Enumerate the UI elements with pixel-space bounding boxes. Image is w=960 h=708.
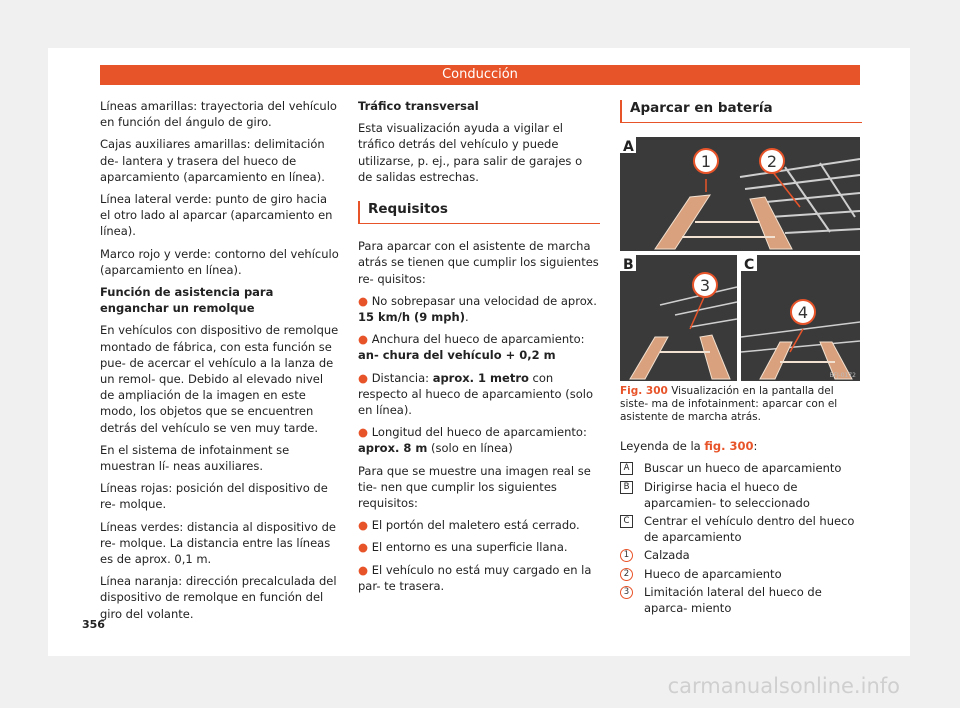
- chapter-header: Conducción: [100, 65, 860, 85]
- bullet-icon: ●: [358, 518, 369, 533]
- bullet-icon: ●: [358, 370, 369, 385]
- paragraph: Marco rojo y verde: contorno del vehículo (aparcamiento en línea).: [100, 246, 339, 277]
- figure-code: BFJ-0172: [829, 372, 856, 380]
- watermark: carmanualsonline.info: [667, 674, 900, 698]
- legend-item: 1 Calzada: [620, 547, 862, 563]
- paragraph: En vehículos con dispositivo de remolque montado de fábrica, con esta función se pue- de acercar el vehículo a la lanza de un remol- que. Debido al elevado nivel de ampliación de la imagen en este modo, los objetos que se encuentren detrás del vehículo se ven muy tarde.: [100, 323, 339, 435]
- paragraph: Para que se muestre una imagen real se tie- nen que cumplir los siguientes requisitos:: [358, 463, 591, 511]
- legend-key: 3: [620, 586, 633, 599]
- paragraph: Línea lateral verde: punto de giro hacia el otro lado al aparcar (aparcamiento en línea).: [100, 192, 333, 239]
- bullet-icon: ●: [358, 332, 369, 347]
- legend-key: B: [620, 481, 633, 494]
- legend-item: 3 Limitación lateral del hueco de aparca- miento: [620, 584, 862, 616]
- bullet-icon: ●: [358, 562, 369, 577]
- paragraph: Líneas rojas: posición del dispositivo de re- molque.: [100, 481, 328, 512]
- section-heading: Requisitos: [358, 201, 600, 224]
- legend-item: B Dirigirse hacia el hueco de aparcamien- to seleccionado: [620, 479, 862, 511]
- bullet-item: ● No sobrepasar una velocidad de aprox. 15 km/h (9 mph).: [358, 293, 597, 325]
- paragraph: En el sistema de infotainment se muestran lí- neas auxiliares.: [100, 442, 290, 474]
- column-middle: [358, 98, 600, 600]
- page-number: 356: [82, 618, 105, 631]
- parking-camera-illustration: [620, 137, 860, 381]
- callout-4-label: 4: [797, 303, 809, 323]
- paragraph: Cajas auxiliares amarillas: delimitación de- lantera y trasera del hueco de aparcamiento (aparcamiento en línea).: [100, 137, 325, 184]
- figure-parking-screens: [620, 137, 860, 381]
- bullet-icon: ●: [358, 293, 369, 308]
- bullet-icon: ●: [358, 425, 369, 440]
- paragraph: Líneas amarillas: trayectoria del vehículo en función del ángulo de giro.: [100, 99, 337, 130]
- legend-key: 1: [620, 549, 633, 562]
- legend-key: 2: [620, 568, 633, 581]
- column-right: [620, 98, 862, 618]
- paragraph: Línea naranja: dirección precalculada del dispositivo de remolque en función del giro del volante.: [100, 574, 337, 621]
- legend-key: C: [620, 515, 633, 528]
- paragraph: Esta visualización ayuda a vigilar el tráfico detrás del vehículo y puede utilizarse, p. ej., para salir de garajes o de salidas estrechas.: [358, 121, 583, 184]
- column-left: [100, 98, 340, 628]
- legend-title: Leyenda de la fig. 300:: [620, 439, 758, 454]
- panel-c-label: C: [744, 257, 755, 274]
- bullet-item: ● El entorno es una superficie llana.: [358, 540, 568, 555]
- callout-2-label: 2: [766, 152, 778, 172]
- bullet-item: ● El portón del maletero está cerrado.: [358, 518, 580, 533]
- figure-caption: Fig. 300 Visualización en la pantalla del siste- ma de infotainment: aparcar con el asistente de marcha atrás.: [620, 385, 838, 424]
- bullet-item: ● Anchura del hueco de aparcamiento: an- chura del vehículo + 0,2 m: [358, 332, 585, 363]
- legend-item: C Centrar el vehículo dentro del hueco de aparcamiento: [620, 513, 862, 545]
- section-heading: Aparcar en batería: [620, 100, 862, 123]
- panel-b-label: B: [623, 257, 634, 274]
- paragraph: Líneas verdes: distancia al dispositivo de re- molque. La distancia entre las líneas es de aprox. 0,1 m.: [100, 519, 336, 567]
- legend-key: A: [620, 462, 633, 475]
- bullet-item: ● El vehículo no está muy cargado en la par- te trasera.: [358, 562, 592, 593]
- bullet-item: ● Distancia: aprox. 1 metro con respecto al hueco de aparcamiento (solo en línea).: [358, 370, 593, 418]
- bullet-item: ● Longitud del hueco de aparcamiento: aprox. 8 m (solo en línea): [358, 425, 587, 456]
- legend-item: A Buscar un hueco de aparcamiento: [620, 460, 862, 476]
- subheading: Tráfico transversal: [358, 99, 479, 113]
- callout-1-label: 1: [700, 152, 712, 172]
- panel-a-label: A: [623, 139, 634, 156]
- subheading: Función de asistencia para enganchar un remolque: [100, 285, 274, 316]
- callout-3-label: 3: [699, 276, 711, 296]
- panel-a-screen: [620, 137, 860, 251]
- bullet-icon: ●: [358, 540, 369, 555]
- legend-item: 2 Hueco de aparcamiento: [620, 566, 862, 582]
- paragraph: Para aparcar con el asistente de marcha atrás se tienen que cumplir los siguientes re- quisitos:: [358, 239, 599, 286]
